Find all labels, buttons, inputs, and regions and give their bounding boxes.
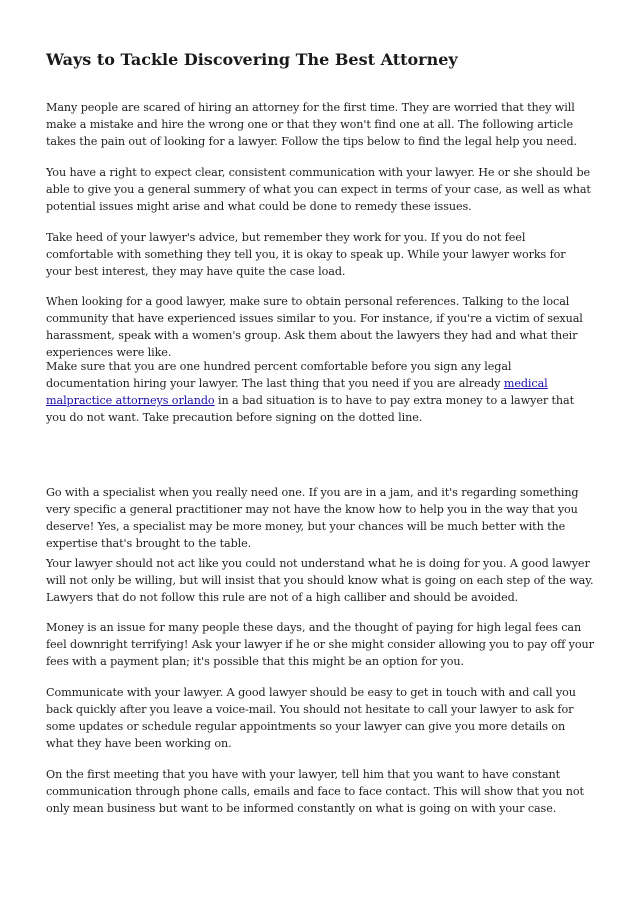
paragraph-intro: Many people are scared of hiring an attorney for the first time. They are worried that they will make a mistake and hire the wrong one or that they won't find one at all. The following article takes the pain out of looking for a lawyer. Follow the tips below to find the legal help you need. bbox=[46, 101, 577, 148]
paragraph-first-meeting: On the first meeting that you have with your lawyer, tell him that you want to have constant communication through phone calls, emails and face to face contact. This will show that you not only mean business but want to be informed constantly on what is going on with your case. bbox=[46, 768, 584, 815]
paragraph-comfortable bbox=[46, 358, 594, 426]
paragraph-specialist: Go with a specialist when you really need one. If you are in a jam, and it's regarding something very specific a general practitioner may not have the know how to help you in the way that you deserve! Yes, a specialist may be more money, but your chances will be much better with the expertise that's brought to the table. bbox=[46, 486, 579, 550]
paragraph-money: Money is an issue for many people these days, and the thought of paying for high legal fees can feel downright terrifying! Ask your lawyer if he or she might consider allowing you to pay off your fees with a payment plan; it's possible that this might be an option for you. bbox=[46, 621, 594, 668]
paragraph-understanding: Your lawyer should not act like you could not understand what he is doing for you. A good lawyer will not only be willing, but will insist that you should know what is going on each step of the way. Lawyers that do not follow this rule are not of a high calliber and should be avoided. bbox=[46, 557, 594, 604]
paragraph-comfortable-text-before: Make sure that you are one hundred percent comfortable before you sign any legal documentation hiring your lawyer. The last thing that you need if you are already bbox=[46, 360, 512, 390]
paragraph-comfortable-text-after: in a bad situation is to have to pay extra money to a lawyer that you do not want. Take precaution before signing on the dotted line. bbox=[46, 394, 575, 424]
paragraph-references: When looking for a good lawyer, make sure to obtain personal references. Talking to the local community that have experienced issues similar to you. For instance, if you're a victim of sexual harassment, speak with a women's group. Ask them about the lawyers they had and what their experiences were like. bbox=[46, 295, 583, 359]
malpractice-attorneys-link[interactable]: medical malpractice attorneys orlando bbox=[46, 377, 548, 407]
article-title: Ways to Tackle Discovering The Best Attorney bbox=[46, 50, 458, 69]
paragraph-advice: Take heed of your lawyer's advice, but remember they work for you. If you do not feel comfortable with something they tell you, it is okay to speak up. While your lawyer works for your best interest, they may have quite the case load. bbox=[46, 231, 566, 278]
paragraph-contact: Communicate with your lawyer. A good lawyer should be easy to get in touch with and call you back quickly after you leave a voice-mail. You should not hesitate to call your lawyer to ask for some updates or schedule regular appointments so your lawyer can give you more details on what they have been working on. bbox=[46, 686, 576, 750]
paragraph-communication: You have a right to expect clear, consistent communication with your lawyer. He or she should be able to give you a general summery of what you can expect in terms of your case, as well as what potential issues might arise and what could be done to remedy these issues. bbox=[46, 166, 591, 213]
